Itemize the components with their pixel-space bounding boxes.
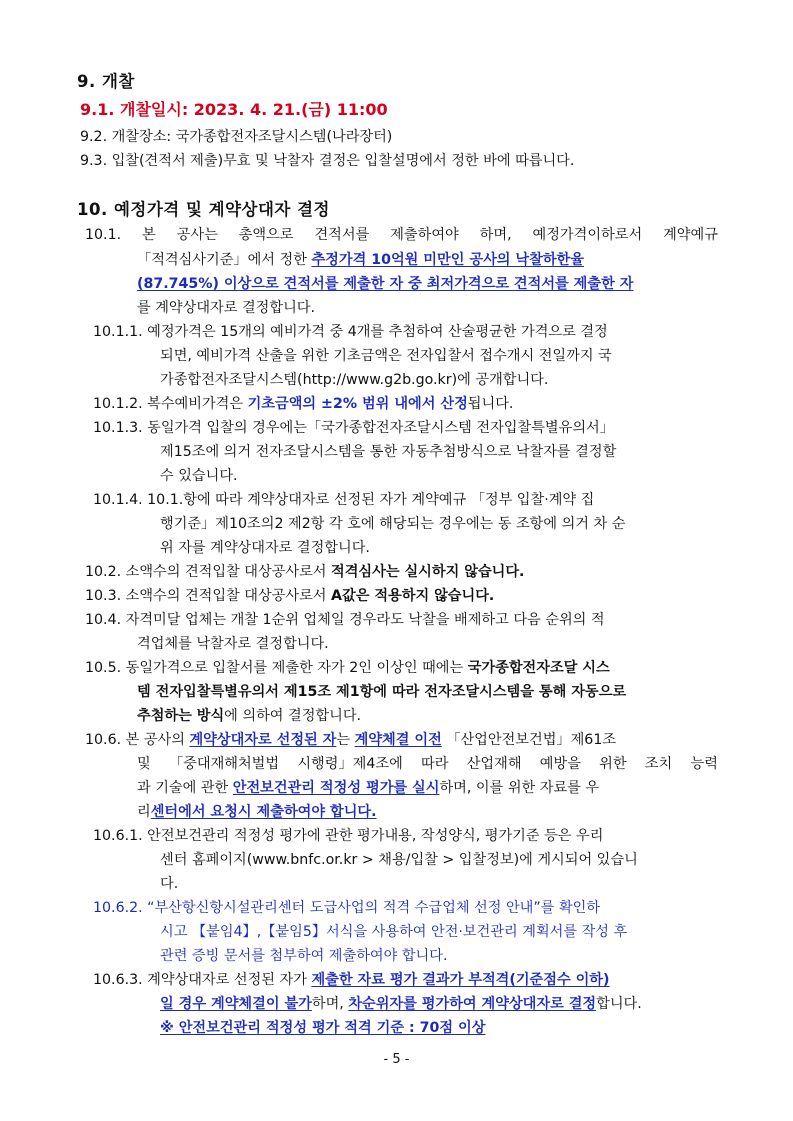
text: 10.5. 동일가격으로 입찰서를 제출한 자가 2인 이상인 때에는 — [85, 660, 468, 676]
text: 에 의하여 결정합니다. — [224, 708, 362, 724]
section-10-6-1-line-3: 다. — [160, 876, 179, 892]
section-10-title: 10. 예정가격 및 계약상대자 결정 — [77, 200, 330, 219]
word: 계약예규 — [663, 227, 718, 243]
word: 위한 — [599, 756, 627, 772]
section-10-6-1-line-2: 센터 홈페이지(www.bnfc.or.kr > 채용/입찰 > 입찰정보)에 게시되어 있습니 — [160, 852, 638, 868]
section-10-6-2-line-3: 관련 증빙 문서를 첨부하여 제출하여야 합니다. — [160, 948, 448, 964]
highlight-text: 제출한 자료 평가 결과가 부적격(기준점수 이하) — [311, 972, 610, 988]
section-10-6-line-3 — [137, 779, 599, 797]
text: 과 기술에 관한 — [137, 780, 233, 796]
bold-text: 추첨하는 방식 — [137, 708, 225, 724]
section-10-1-3-line-3: 수 있습니다. — [160, 468, 238, 484]
highlight-text: 일 경우 계약체결이 불가 — [160, 996, 312, 1012]
text: 10.6. 본 공사의 — [85, 732, 190, 748]
section-10-6-line-1 — [85, 731, 616, 749]
section-10-1-line-4: 를 계약상대자로 결정합니다. — [137, 300, 315, 316]
section-10-1-line-3: (87.745%) 이상으로 견적서를 제출한 자 중 최저가격으로 견적서를 제출한 자 — [137, 276, 634, 292]
word: 공사는 — [176, 227, 218, 243]
section-9-2-opening-place: 9.2. 개찰장소: 국가종합전자조달시스템(나라장터) — [80, 129, 393, 145]
text: 하며, — [311, 996, 349, 1012]
section-10-1-3-line-1: 10.1.3. 동일가격 입찰의 경우에는「국가종합전자조달시스템 전자입찰특별유의서」 — [93, 420, 614, 436]
section-10-3 — [85, 587, 494, 605]
section-10-4-line-2: 격업체를 낙찰자로 결정합니다. — [137, 636, 329, 652]
bold-text: 적격심사는 실시하지 않습니다. — [331, 564, 525, 580]
section-10-6-3-line-1 — [93, 971, 610, 989]
word: 하며, — [479, 227, 512, 243]
text: 10.6.3. 계약상대자로 선정된 자가 — [93, 972, 312, 988]
section-10-1-1-line-2: 되면, 예비가격 산출을 위한 기초금액은 전자입찰서 접수개시 전일까지 국 — [160, 348, 612, 364]
text: 됩니다. — [467, 396, 514, 412]
text: 합니다. — [596, 996, 642, 1012]
section-10-6-line-2 — [137, 755, 718, 773]
highlight-text: 차순위자를 평가하여 계약상대자로 결정 — [348, 996, 597, 1012]
section-9-title: 9. 개찰 — [77, 72, 135, 91]
section-10-6-3-line-2 — [160, 995, 642, 1013]
section-10-6-3-criteria-note: ※ 안전보건관리 적정성 평가 적격 기준 : 70점 이상 — [160, 1020, 486, 1036]
word: 견적서를 — [314, 227, 370, 243]
word: 예정가격이하로서 — [532, 227, 643, 243]
section-10-6-line-4 — [137, 803, 377, 821]
section-10-2 — [85, 563, 524, 581]
word: 및 — [137, 756, 151, 772]
section-10-5-line-1 — [85, 659, 610, 677]
section-9-1-opening-datetime: 9.1. 개찰일시: 2023. 4. 21.(금) 11:00 — [80, 100, 388, 119]
highlight-text: 안전보건관리 적정성 평가를 실시 — [232, 780, 440, 796]
text: 10.3. 소액수의 견적입찰 대상공사로서 — [85, 588, 332, 604]
section-10-6-2-line-2: 시고 【붙임4】,【붙임5】서식을 사용하여 안전·보건관리 계획서를 작성 후 — [160, 924, 628, 940]
section-10-1-line-2 — [137, 251, 584, 269]
text: 는 — [336, 732, 355, 748]
text: 하며, 이를 위한 자료를 우 — [439, 780, 600, 796]
text: 리 — [137, 804, 151, 820]
highlight-text: 기초금액의 ±2% 범위 내에서 산정 — [247, 396, 468, 412]
section-10-4-line-1: 10.4. 자격미달 업체는 개찰 1순위 업체일 경우라도 낙찰을 배제하고 다음 순위의 적 — [85, 612, 605, 628]
word: 능력 — [690, 756, 718, 772]
section-10-1-3-line-2: 제15조에 의거 전자조달시스템을 통한 자동추첨방식으로 낙찰자를 결정할 — [160, 444, 617, 460]
text: 10.2. 소액수의 견적입찰 대상공사로서 — [85, 564, 332, 580]
word: 「중대재해처벌법 — [168, 756, 280, 772]
section-10-6-1-line-1: 10.6.1. 안전보건관리 적정성 평가에 관한 평가내용, 작성양식, 평가기준 등은 우리 — [93, 828, 604, 844]
word: 조치 — [644, 756, 673, 772]
text: 「산업안전보건법」제61조 — [441, 732, 617, 748]
highlight-text: 추정가격 10억원 미만인 공사의 낙찰하한율 — [311, 252, 584, 268]
word: 따라 — [421, 756, 449, 772]
section-10-5-line-3 — [137, 707, 361, 725]
text: 「적격심사기준」에서 정한 — [137, 252, 312, 268]
highlight-text: 계약체결 이전 — [354, 732, 442, 748]
bold-text: A값은 적용하지 않습니다. — [331, 588, 495, 604]
section-10-1-line-1 — [85, 226, 718, 244]
text: 10.1.2. 복수예비가격은 — [93, 396, 248, 412]
section-10-1-2 — [93, 395, 513, 413]
word: 총액으로 — [238, 227, 294, 243]
highlight-text: 센터에서 요청시 제출하여야 합니다. — [150, 804, 377, 820]
page-number: - 5 - — [383, 1052, 410, 1067]
section-10-1-4-line-2: 행기준」제10조의2 제2항 각 호에 해당되는 경우에는 동 조항에 의거 차 순 — [160, 516, 626, 532]
bold-text: 국가종합전자조달 시스 — [467, 660, 610, 676]
section-10-5-line-2: 템 전자입찰특별유의서 제15조 제1항에 따라 전자조달시스템을 통해 자동으로 — [137, 684, 627, 700]
section-9-3-bid-invalid: 9.3. 입찰(견적서 제출)무효 및 낙찰자 결정은 입찰설명에서 정한 바에 따릅니다. — [80, 153, 575, 169]
word: 산업재해 — [466, 756, 522, 772]
section-10-1-1-line-1: 10.1.1. 예정가격은 15개의 예비가격 중 4개를 추첨하여 산술평균한 가격으로 결정 — [93, 324, 608, 340]
word: 10.1. — [85, 227, 122, 243]
word: 예방을 — [539, 756, 581, 772]
word: 본 — [142, 227, 156, 243]
highlight-text: 계약상대자로 선정된 자 — [189, 732, 337, 748]
word: 제출하여야 — [390, 227, 459, 243]
section-10-1-1-line-3: 가종합전자조달시스템(http://www.g2b.go.kr)에 공개합니다. — [160, 372, 549, 388]
section-10-1-4-line-1: 10.1.4. 10.1.항에 따라 계약상대자로 선정된 자가 계약예규 「정부 입찰·계약 집 — [93, 492, 595, 508]
section-10-1-4-line-3: 위 자를 계약상대자로 결정합니다. — [160, 540, 370, 556]
section-10-6-2-line-1: 10.6.2. “부산항신항시설관리센터 도급사업의 적격 수급업체 선정 안내”를 확인하 — [93, 900, 601, 916]
word: 시행령」제4조에 — [297, 756, 403, 772]
